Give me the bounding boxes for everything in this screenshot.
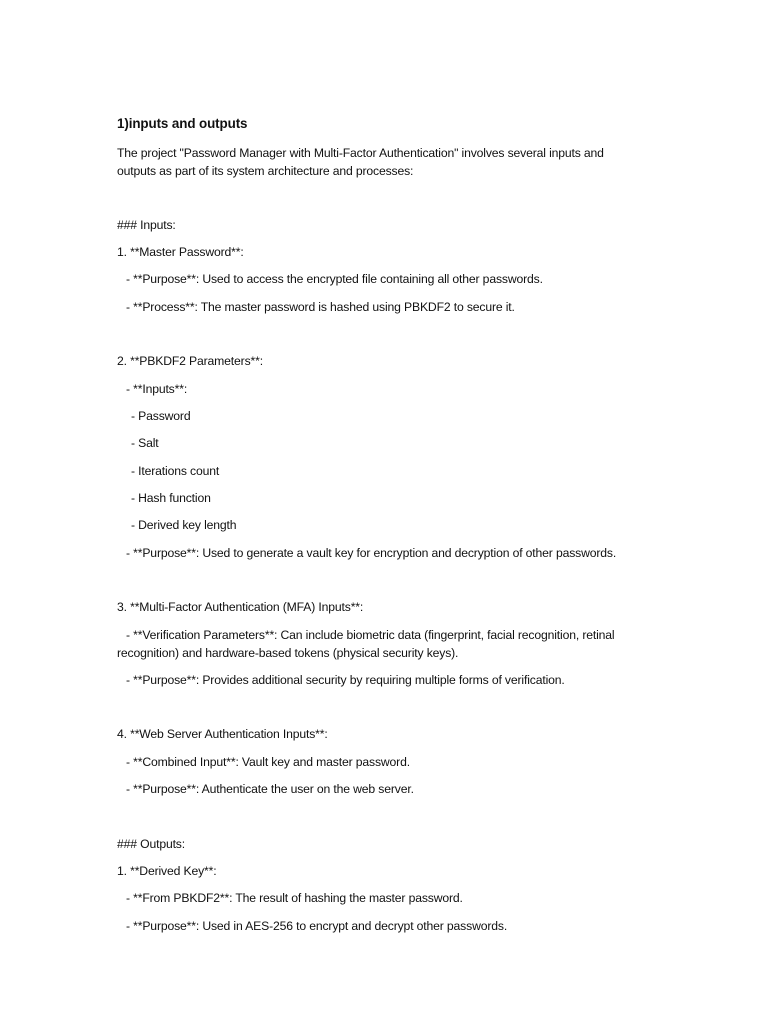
mfa-verification-line-1: - **Verification Parameters**: Can include biometric data (fingerprint, facial recognition, retinal <box>126 628 615 642</box>
web-server-title: 4. **Web Server Authentication Inputs**: <box>117 727 328 741</box>
derived-key-from: - **From PBKDF2**: The result of hashing the master password. <box>126 891 463 905</box>
section-heading: 1)inputs and outputs <box>117 116 248 131</box>
pbkdf2-input-item: - Password <box>131 409 191 423</box>
web-server-combined: - **Combined Input**: Vault key and master password. <box>126 755 410 769</box>
master-password-title: 1. **Master Password**: <box>117 245 244 259</box>
master-password-purpose: - **Purpose**: Used to access the encrypted file containing all other passwords. <box>126 272 543 286</box>
pbkdf2-purpose: - **Purpose**: Used to generate a vault key for encryption and decryption of other passwords. <box>126 546 617 560</box>
inputs-header: ### Inputs: <box>117 218 176 232</box>
pbkdf2-input-item: - Hash function <box>131 491 211 505</box>
pbkdf2-input-item: - Derived key length <box>131 518 237 532</box>
mfa-purpose: - **Purpose**: Provides additional security by requiring multiple forms of verification. <box>126 673 565 687</box>
derived-key-purpose: - **Purpose**: Used in AES-256 to encrypt and decrypt other passwords. <box>126 919 508 933</box>
intro-line-2: outputs as part of its system architecture and processes: <box>117 164 414 178</box>
pbkdf2-input-item: - Iterations count <box>131 464 220 478</box>
pbkdf2-inputs-label: - **Inputs**: <box>126 382 188 396</box>
mfa-verification-line-2: recognition) and hardware-based tokens (physical security keys). <box>117 646 459 660</box>
pbkdf2-input-item: - Salt <box>131 436 159 450</box>
outputs-header: ### Outputs: <box>117 837 185 851</box>
intro-line-1: The project "Password Manager with Multi-Factor Authentication" involves several inputs and <box>117 146 604 160</box>
pbkdf2-title: 2. **PBKDF2 Parameters**: <box>117 354 263 368</box>
derived-key-title: 1. **Derived Key**: <box>117 864 217 878</box>
master-password-process: - **Process**: The master password is hashed using PBKDF2 to secure it. <box>126 300 515 314</box>
web-server-purpose: - **Purpose**: Authenticate the user on the web server. <box>126 782 414 796</box>
mfa-title: 3. **Multi-Factor Authentication (MFA) Inputs**: <box>117 600 364 614</box>
